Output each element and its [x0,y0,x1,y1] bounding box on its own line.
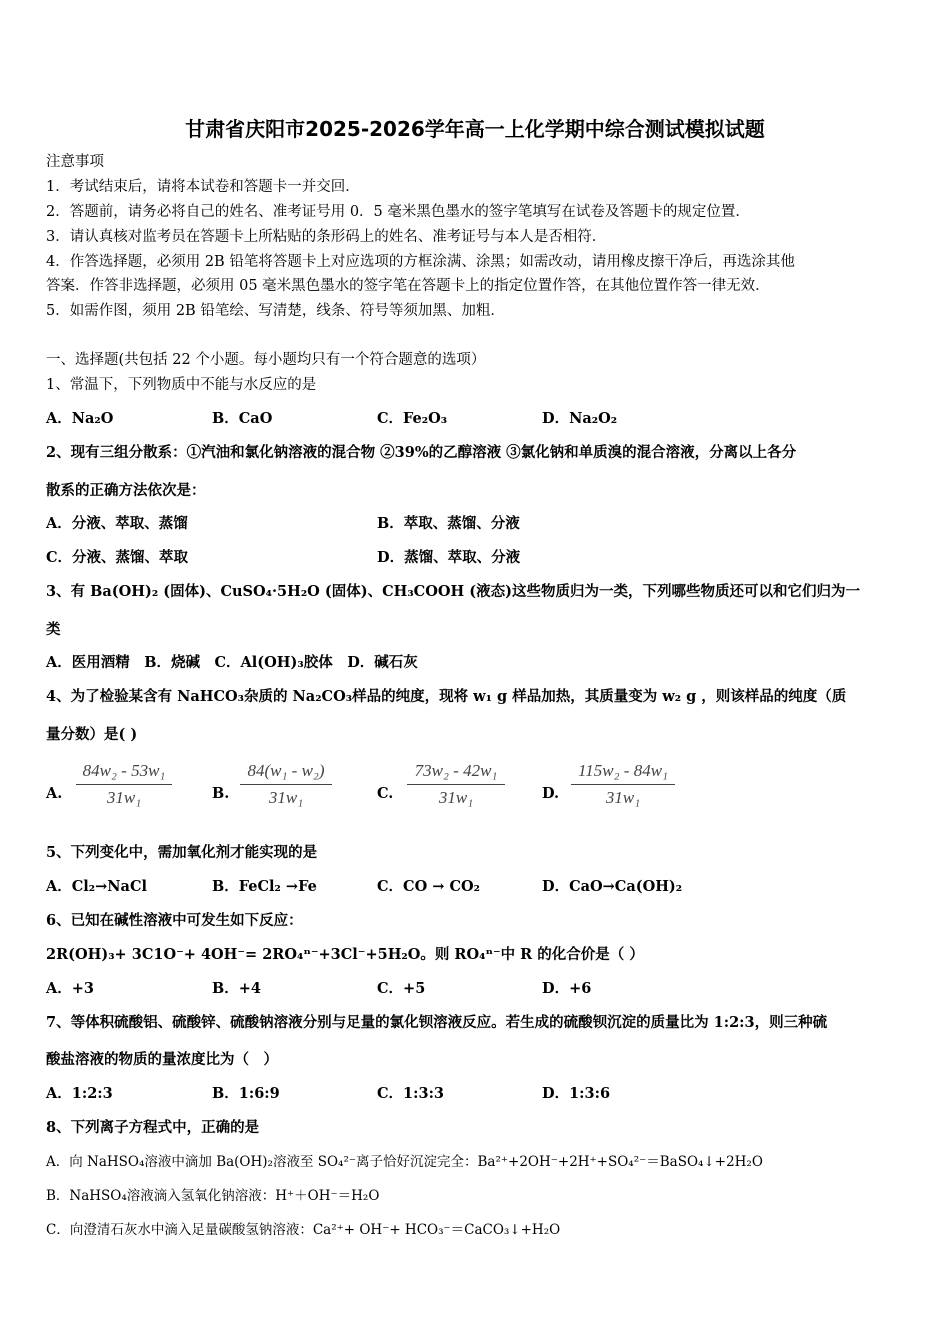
q4-option-b-fraction [240,760,332,809]
q8-option-c: C．向澄清石灰水中滴入足量碳酸氢钠溶液：Ca²⁺+ OH⁻+ HCO₃⁻＝CaCO₃↓+H₂O [46,1222,561,1238]
question-2-stem: 2、现有三组分散系：①汽油和氯化钠溶液的混合物 ②39%的乙醇溶液 ③氯化钠和单质溴的混合溶液，分离以上各分 [46,444,797,461]
q4-option-c-label: C. [377,785,394,802]
q4-option-a-label: A. [46,785,63,802]
question-8-stem: 8、下列离子方程式中，正确的是 [46,1119,260,1136]
notice-item: 5．如需作图，须用 2B 铅笔绘、写清楚，线条、符号等须加黑、加粗． [46,303,505,319]
section-heading: 一、选择题(共包括 22 个小题。每小题均只有一个符合题意的选项） [46,352,486,368]
q4-option-b-label: B. [212,785,230,802]
q2-option-c: C．分液、蒸馏、萃取 [46,549,189,566]
fraction-numerator: 73w₂ - 42w₁ [414,761,498,780]
q6-option-a: A．+3 [46,980,94,997]
fraction-denominator: 31w₁ [268,788,304,807]
q3-options: A．医用酒精 B．烧碱 C．Al(OH)₃胶体 D．碱石灰 [46,654,418,671]
question-6-stem: 6、已知在碱性溶液中可发生如下反应： [46,912,303,929]
q4-option-d-fraction [571,760,675,809]
q1-option-d: D．Na₂O₂ [542,410,618,427]
q7-option-d: D．1:3:6 [542,1085,611,1102]
question-7-stem-cont: 酸盐溶液的物质的量浓度比为（ ） [46,1051,278,1068]
notice-item: 4．作答选择题，必须用 2B 铅笔将答题卡上对应选项的方框涂满、涂黑；如需改动，请用橡皮擦干净后，再选涂其他 [46,254,795,270]
q1-option-c: C．Fe₂O₃ [377,410,448,427]
question-3-stem: 3、有 Ba(OH)₂ (固体)、CuSO₄·5H₂O (固体)、CH₃COOH (液态)这些物质归为一类，下列哪些物质还可以和它们归为一 [46,583,860,600]
q8-option-a: A．向 NaHSO₄溶液中滴加 Ba(OH)₂溶液至 SO₄²⁻离子恰好沉淀完全：Ba²⁺+2OH⁻+2H⁺+SO₄²⁻＝BaSO₄↓+2H₂O [46,1154,763,1170]
page-title: 甘肃省庆阳市2025-2026学年高一上化学期中综合测试模拟试题 [185,117,765,141]
q5-option-b: B．FeCl₂ →Fe [212,878,317,895]
fraction-denominator: 31w₁ [605,788,641,807]
q4-option-c-fraction [407,760,505,809]
q6-option-b: B．+4 [212,980,261,997]
question-1-stem: 1、常温下，下列物质中不能与水反应的是 [46,377,317,393]
notice-item: 1．考试结束后，请将本试卷和答题卡一并交回． [46,179,360,195]
q4-option-d-label: D. [542,785,560,802]
q6-option-d: D．+6 [542,980,592,997]
fraction-numerator: 84w₂ - 53w₁ [82,761,166,780]
q7-option-b: B．1:6:9 [212,1085,280,1102]
question-6-equation: 2R(OH)₃+ 3C1O⁻+ 4OH⁻= 2RO₄ⁿ⁻+3Cl⁻+5H₂O。则 RO₄ⁿ⁻中 R 的化合价是（ ） [46,946,644,963]
fraction-denominator: 31w₁ [106,788,142,807]
q5-option-d: D．CaO→Ca(OH)₂ [542,878,683,895]
notice-heading: 注意事项 [46,154,104,170]
question-2-stem-cont: 散系的正确方法依次是： [46,482,206,499]
notice-item: 3．请认真核对监考员在答题卡上所粘贴的条形码上的姓名、准考证号与本人是否相符． [46,229,607,245]
q6-option-c: C．+5 [377,980,426,997]
question-7-stem: 7、等体积硫酸铝、硫酸锌、硫酸钠溶液分别与足量的氯化钡溶液反应。若生成的硫酸钡沉淀的质量比为 1:2:3，则三种硫 [46,1014,828,1031]
notice-item: 2．答题前，请务必将自己的姓名、准考证号用 0．5 毫米黑色墨水的签字笔填写在试卷及答题卡的规定位置． [46,204,750,220]
question-3-stem-cont: 类 [46,621,61,638]
q2-option-d: D．蒸馏、萃取、分液 [377,549,521,566]
q1-option-b: B．CaO [212,410,273,427]
fraction-numerator: 84(w₁ - w₂) [247,761,325,780]
notice-item: 答案．作答非选择题，必须用 05 毫米黑色墨水的签字笔在答题卡上的指定位置作答，在其他位置作答一律无效． [46,278,770,294]
q4-option-a-fraction [76,760,172,809]
question-5-stem: 5、下列变化中，需加氧化剂才能实现的是 [46,844,318,861]
question-4-stem: 4、为了检验某含有 NaHCO₃杂质的 Na₂CO₃样品的纯度，现将 w₁ g 样品加热，其质量变为 w₂ g ，则该样品的纯度（质 [46,688,847,705]
q7-option-a: A．1:2:3 [46,1085,113,1102]
q2-option-b: B．萃取、蒸馏、分液 [377,515,520,532]
q8-option-b: B．NaHSO₄溶液滴入氢氧化钠溶液：H⁺＋OH⁻＝H₂O [46,1188,380,1204]
q5-option-a: A．Cl₂→NaCl [46,878,147,895]
q2-option-a: A．分液、萃取、蒸馏 [46,515,188,532]
fraction-numerator: 115w₂ - 84w₁ [578,761,668,780]
question-4-stem-cont: 量分数）是( ) [46,726,138,743]
q7-option-c: C．1:3:3 [377,1085,445,1102]
fraction-denominator: 31w₁ [438,788,474,807]
q5-option-c: C．CO → CO₂ [377,878,480,895]
q1-option-a: A．Na₂O [46,410,114,427]
